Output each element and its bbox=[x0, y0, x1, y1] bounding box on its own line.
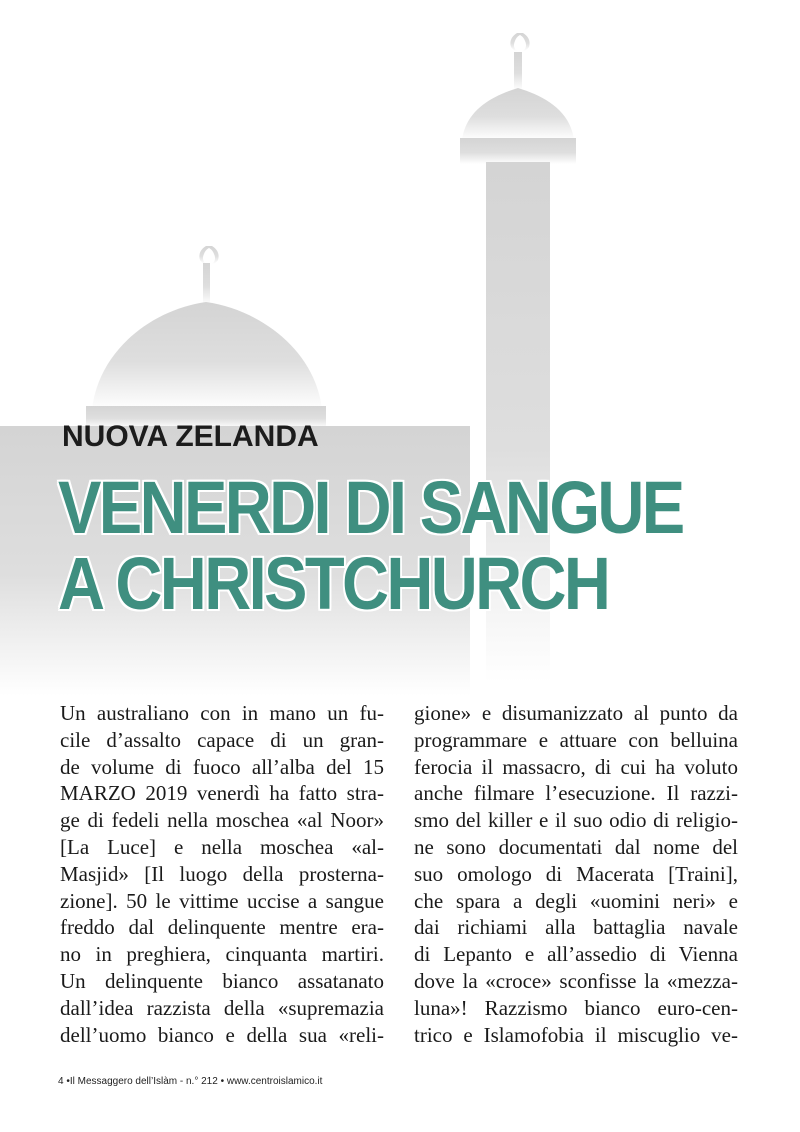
body-line: dell’uomo bianco e della sua «reli- bbox=[60, 1022, 384, 1047]
body-line: de volume di fuoco all’alba del 15 bbox=[60, 754, 384, 779]
page-footer: 4 •Il Messaggero dell’Islàm - n.° 212 • www.centroislamico.it bbox=[58, 1076, 323, 1087]
body-line: programmare e attuare con belluina bbox=[414, 727, 738, 752]
body-line: zione]. 50 le vittime uccise a sangue bbox=[60, 888, 384, 913]
body-line: ferocia il massacro, di cui ha voluto bbox=[414, 754, 738, 779]
body-line: freddo dal delinquente mentre era- bbox=[60, 915, 384, 940]
body-line: MARZO 2019 venerdì ha fatto stra- bbox=[60, 781, 384, 806]
section-kicker: NUOVA ZELANDA bbox=[62, 420, 319, 453]
body-line: dove la «croce» sconfisse la «mezza- bbox=[414, 968, 738, 993]
body-line: luna»! Razzismo bianco euro-cen- bbox=[414, 995, 738, 1020]
body-line: che spara a degli «uomini neri» e bbox=[414, 888, 738, 913]
body-line: Un delinquente bianco assatanato bbox=[60, 968, 384, 993]
body-line: suo omologo di Macerata [Traini], bbox=[414, 861, 738, 886]
headline-line: A CHRISTCHURCH bbox=[58, 542, 609, 625]
body-line: gione» e disumanizzato al punto da bbox=[414, 701, 738, 725]
body-line: dall’idea razzista della «supremazia bbox=[60, 995, 384, 1020]
article-headline bbox=[58, 466, 683, 625]
body-line: ge di fedeli nella moschea «al Noor» bbox=[60, 808, 384, 833]
article-column-left bbox=[60, 700, 384, 1048]
body-line: dai richiami alla battaglia navale bbox=[414, 915, 738, 940]
body-line: Masjid» [Il luogo della prosterna- bbox=[60, 861, 384, 886]
body-line: [La Luce] e nella moschea «al- bbox=[60, 834, 384, 859]
body-line: trico e Islamofobia il miscuglio ve- bbox=[414, 1022, 738, 1047]
body-line: smo del killer e il suo odio di religio- bbox=[414, 808, 738, 833]
body-line: di Lepanto e all’assedio di Vienna bbox=[414, 942, 738, 967]
headline-line: VENERDI DI SANGUE bbox=[58, 466, 683, 549]
body-line: cile d’assalto capace di un gran- bbox=[60, 727, 384, 752]
body-line: Un australiano con in mano un fu- bbox=[60, 701, 384, 725]
body-line: no in preghiera, cinquanta martiri. bbox=[60, 942, 384, 967]
body-line: ne sono documentati dal nome del bbox=[414, 834, 738, 859]
body-line: anche filmare l’esecuzione. Il razzi- bbox=[414, 781, 738, 806]
article-column-right bbox=[414, 700, 738, 1048]
